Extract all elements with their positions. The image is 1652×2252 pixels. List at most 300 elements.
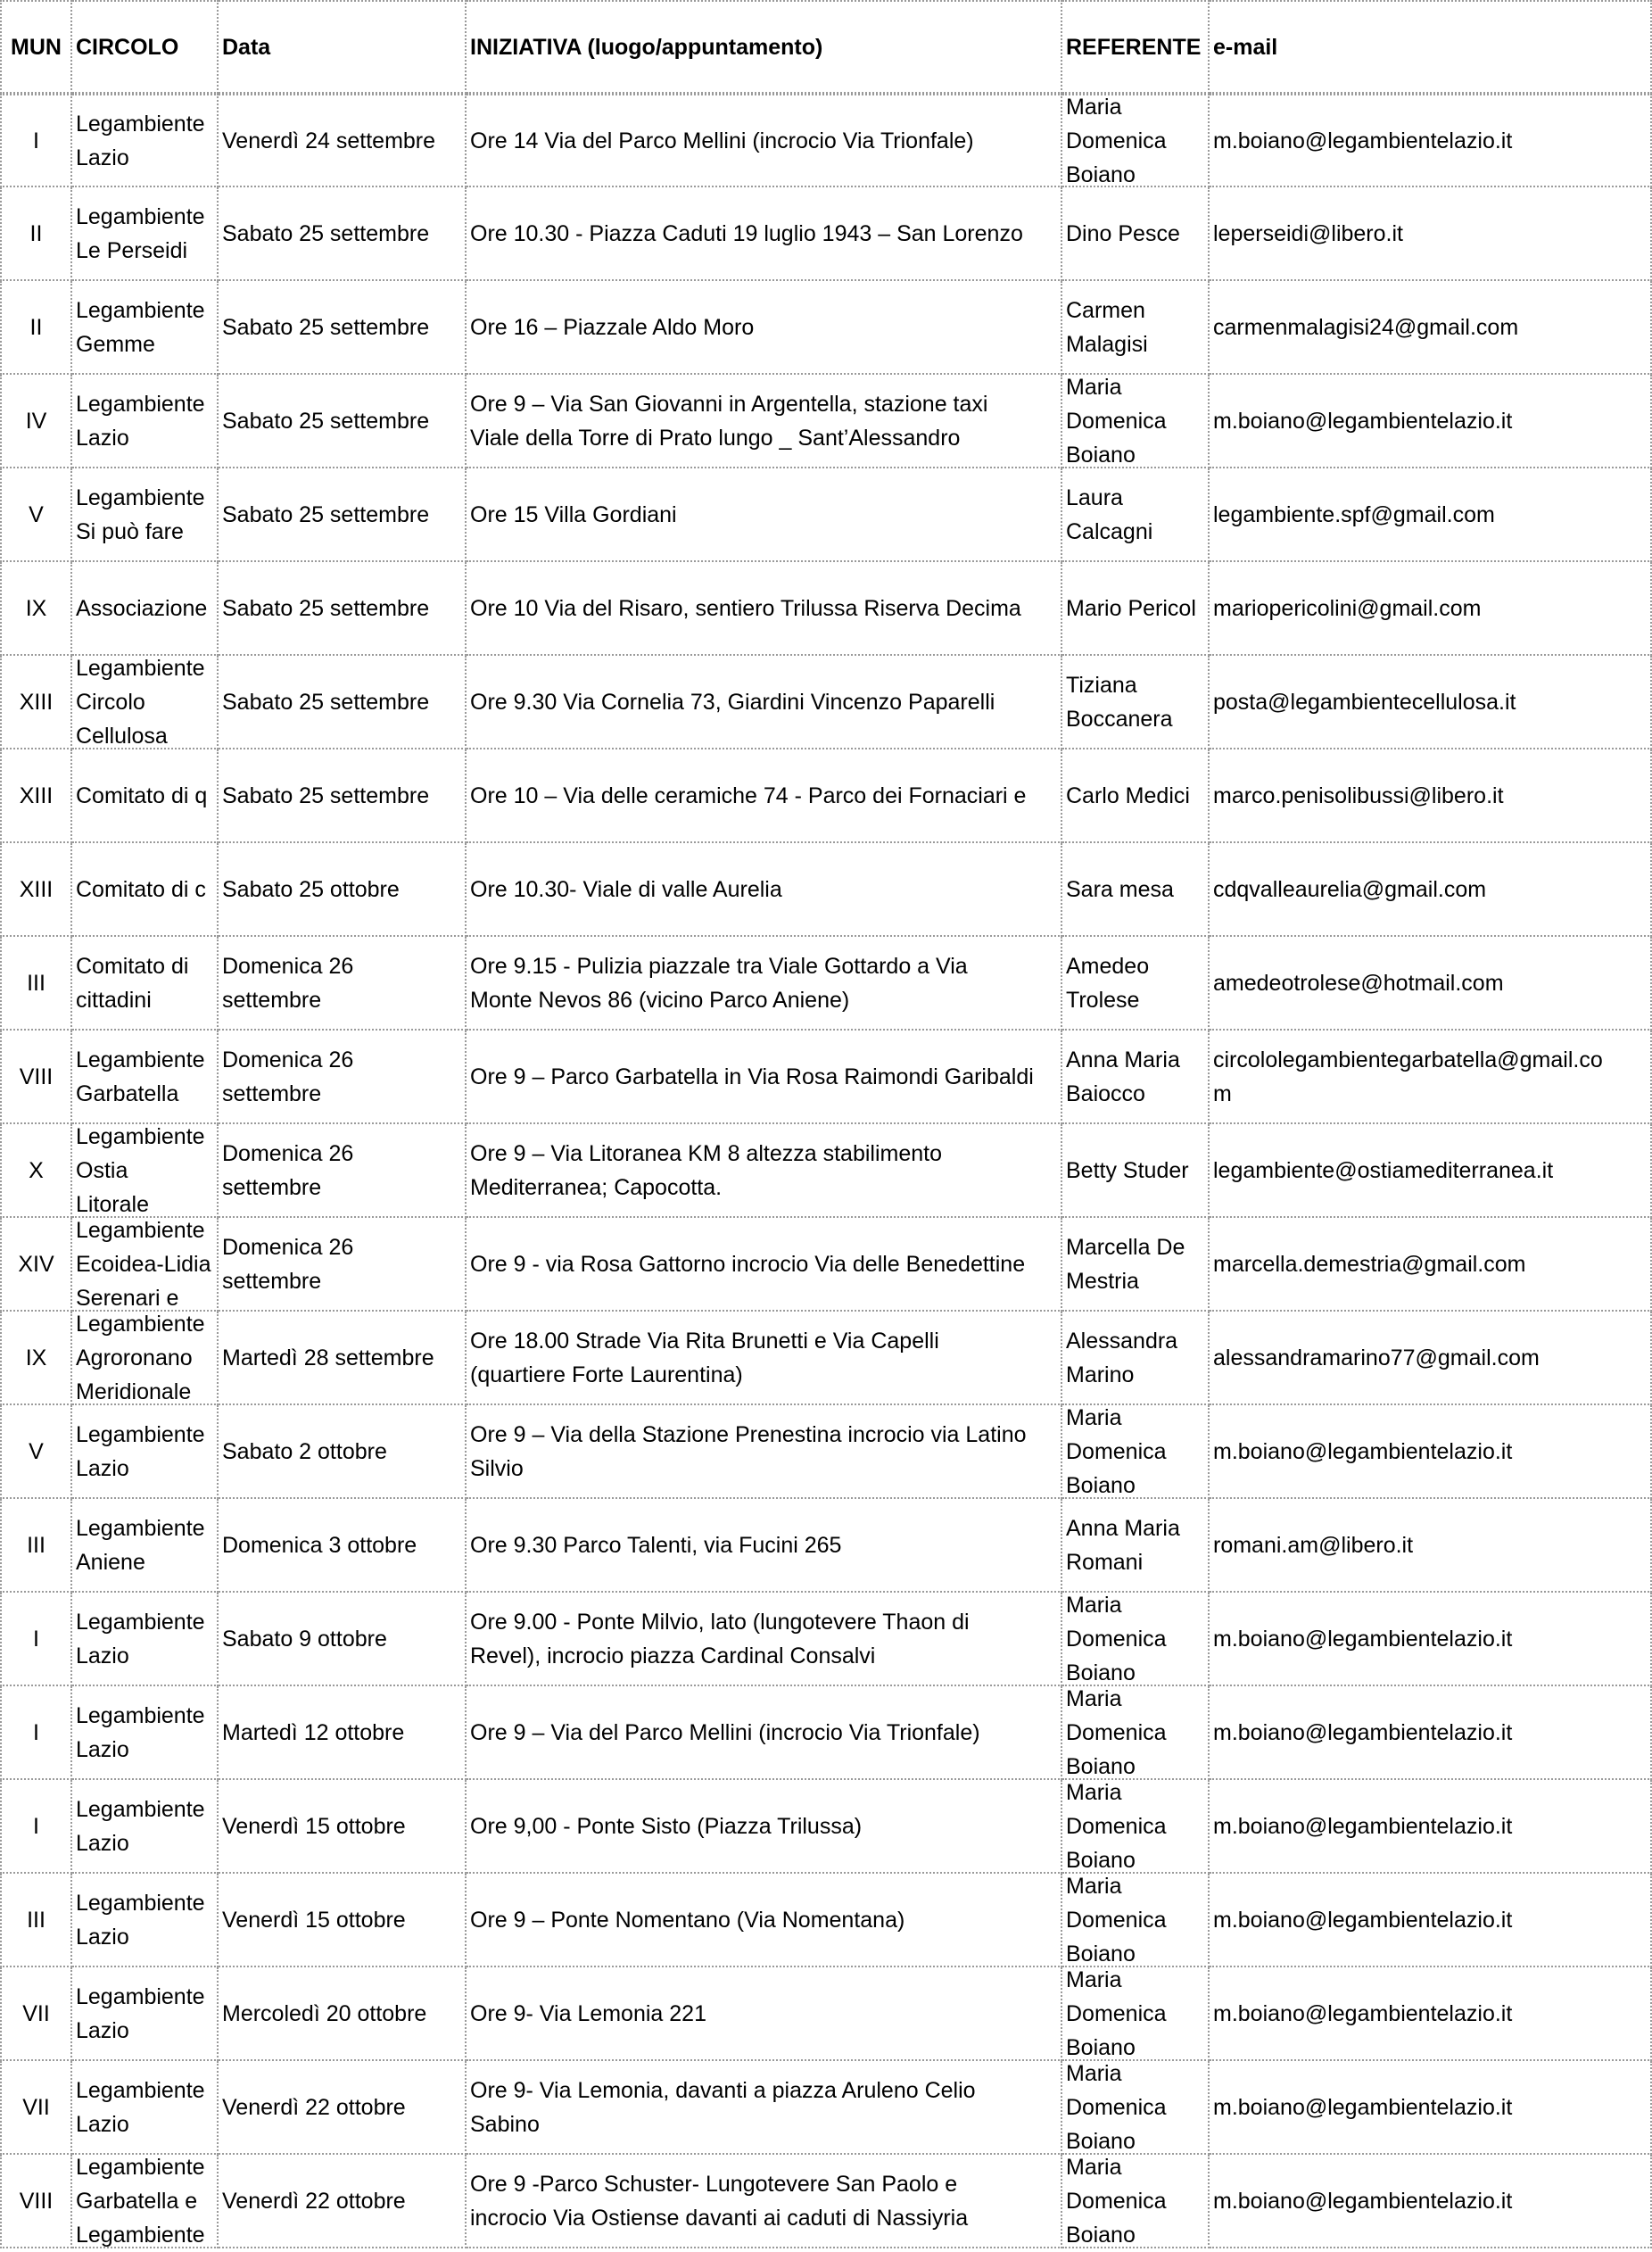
data-cell-text: Venerdì 22 ottobre (222, 2188, 406, 2214)
circolo-cell-text: Legambiente Lazio (76, 1609, 205, 1668)
table-row (0, 2061, 1652, 2155)
email-cell (1210, 843, 1652, 937)
data-cell-text: Domenica 26 settembre (222, 1234, 354, 1294)
data-cell (219, 1405, 467, 1499)
referente-cell-text: Laura Calcagni (1066, 484, 1153, 544)
email-cell-text: posta@legambientecellulosa.it (1213, 689, 1516, 715)
referente-cell-text: Sara mesa (1066, 876, 1174, 902)
data-cell (219, 749, 467, 843)
referente-cell-text: Maria Domenica Boiano (1066, 1593, 1167, 1685)
mun-cell (0, 1124, 72, 1218)
iniziativa-cell-text: Ore 9 -Parco Schuster- Lungotevere San Paolo e incrocio Via Ostiense davanti ai caduti di Nassiyria (470, 2171, 969, 2231)
referente-cell-text: Maria Domenica Boiano (1066, 2155, 1167, 2248)
circolo-cell (72, 2061, 219, 2155)
mun-cell (0, 1031, 72, 1124)
data-cell (219, 937, 467, 1031)
data-cell-text: Sabato 25 settembre (222, 689, 430, 715)
mun-cell-text: IX (25, 595, 47, 621)
circolo-cell-text: Legambiente Lazio (76, 2077, 205, 2137)
header-circolo-text: CIRCOLO (76, 34, 179, 60)
referente-cell (1062, 749, 1210, 843)
iniziativa-cell (467, 375, 1062, 468)
data-cell (219, 1499, 467, 1593)
data-cell-text: Sabato 25 settembre (222, 314, 430, 340)
circolo-cell-text: Comitato di c (76, 876, 206, 902)
iniziativa-cell-text: Ore 16 – Piazzale Aldo Moro (470, 314, 755, 340)
circolo-cell-text: Legambiente Agroronano Meridionale (76, 1312, 205, 1404)
email-cell (1210, 2155, 1652, 2248)
circolo-cell-text: Legambiente Si può fare (76, 484, 205, 544)
referente-cell (1062, 1031, 1210, 1124)
mun-cell-text: I (33, 1813, 39, 1839)
data-cell-text: Sabato 25 settembre (222, 220, 430, 246)
circolo-cell (72, 1780, 219, 1874)
iniziativa-cell (467, 281, 1062, 375)
circolo-cell-text: Comitato di cittadini (76, 953, 189, 1013)
data-cell-text: Sabato 25 settembre (222, 782, 430, 808)
circolo-cell (72, 187, 219, 281)
iniziativa-cell-text: Ore 9 – Via della Stazione Prenestina incrocio via Latino Silvio (470, 1421, 1027, 1481)
circolo-cell-text: Legambiente Garbatella (76, 1047, 205, 1106)
circolo-cell (72, 562, 219, 656)
iniziativa-cell (467, 1031, 1062, 1124)
circolo-cell (72, 1124, 219, 1218)
circolo-cell-text: Legambiente Lazio (76, 391, 205, 451)
table-row (0, 1780, 1652, 1874)
circolo-cell (72, 94, 219, 187)
email-cell-text: carmenmalagisi24@gmail.com (1213, 314, 1519, 340)
data-cell-text: Martedì 28 settembre (222, 1345, 434, 1370)
email-cell (1210, 1874, 1652, 1967)
mun-cell (0, 1967, 72, 2061)
header-mun (0, 0, 72, 94)
mun-cell (0, 937, 72, 1031)
mun-cell (0, 843, 72, 937)
circolo-cell-text: Legambiente Lazio (76, 1421, 205, 1481)
circolo-cell (72, 843, 219, 937)
circolo-cell-text: Legambiente Lazio (76, 111, 205, 170)
email-cell (1210, 94, 1652, 187)
data-cell-text: Venerdì 15 ottobre (222, 1813, 406, 1839)
circolo-cell (72, 937, 219, 1031)
referente-cell (1062, 1686, 1210, 1780)
email-cell (1210, 1780, 1652, 1874)
iniziativa-cell (467, 1405, 1062, 1499)
referente-cell (1062, 1874, 1210, 1967)
data-cell (219, 1593, 467, 1686)
circolo-cell-text: Legambiente Ostia Litorale (76, 1124, 205, 1217)
email-cell (1210, 1686, 1652, 1780)
data-cell (219, 1124, 467, 1218)
iniziativa-cell-text: Ore 9 – Ponte Nomentano (Via Nomentana) (470, 1907, 905, 1933)
email-cell (1210, 1499, 1652, 1593)
header-iniziativa-text: INIZIATIVA (luogo/appuntamento) (470, 34, 823, 60)
circolo-cell-text: Legambiente Garbatella e Legambiente (76, 2155, 205, 2248)
referente-cell (1062, 1593, 1210, 1686)
iniziativa-cell-text: Ore 9 – Via del Parco Mellini (incrocio Via Trionfale) (470, 1719, 980, 1745)
iniziativa-cell-text: Ore 18.00 Strade Via Rita Brunetti e Via Capelli (quartiere Forte Laurentina) (470, 1328, 939, 1387)
circolo-cell-text: Legambiente Aniene (76, 1515, 205, 1575)
circolo-cell-text: Legambiente Ecoidea-Lidia Serenari e (76, 1218, 211, 1311)
circolo-cell-text: Legambiente Gemme (76, 297, 205, 357)
iniziativa-cell-text: Ore 9 – Parco Garbatella in Via Rosa Raimondi Garibaldi (470, 1064, 1034, 1089)
email-cell-text: m.boiano@legambientelazio.it (1213, 128, 1513, 153)
iniziativa-cell-text: Ore 10.30 - Piazza Caduti 19 luglio 1943 – San Lorenzo (470, 220, 1023, 246)
circolo-cell-text: Legambiente Lazio (76, 1890, 205, 1950)
iniziativa-cell (467, 1124, 1062, 1218)
iniziativa-cell-text: Ore 9.15 - Pulizia piazzale tra Viale Gottardo a Via Monte Nevos 86 (vicino Parco Aniene) (470, 953, 968, 1013)
referente-cell-text: Tiziana Boccanera (1066, 672, 1173, 732)
mun-cell-text: I (33, 1719, 39, 1745)
iniziativa-cell (467, 1593, 1062, 1686)
circolo-cell (72, 281, 219, 375)
header-email (1210, 0, 1652, 94)
circolo-cell (72, 1967, 219, 2061)
circolo-cell-text: Legambiente Lazio (76, 1983, 205, 2043)
table-row (0, 937, 1652, 1031)
circolo-cell (72, 1031, 219, 1124)
circolo-cell-text: Legambiente Circolo Cellulosa (76, 656, 205, 749)
data-cell-text: Martedì 12 ottobre (222, 1719, 405, 1745)
iniziativa-cell (467, 1499, 1062, 1593)
referente-cell (1062, 468, 1210, 562)
mun-cell-text: XIV (18, 1251, 54, 1277)
mun-cell (0, 2061, 72, 2155)
iniziativa-cell-text: Ore 9 – Via Litoranea KM 8 altezza stabilimento Mediterranea; Capocotta. (470, 1140, 942, 1200)
circolo-cell (72, 468, 219, 562)
table-row (0, 1218, 1652, 1312)
email-cell (1210, 1405, 1652, 1499)
mun-cell-text: IV (25, 408, 47, 434)
email-cell-text: m.boiano@legambientelazio.it (1213, 1813, 1513, 1839)
table-row (0, 1967, 1652, 2061)
table-row (0, 281, 1652, 375)
referente-cell (1062, 1218, 1210, 1312)
email-cell-text: m.boiano@legambientelazio.it (1213, 1438, 1513, 1464)
table-row (0, 187, 1652, 281)
mun-cell-text: XIII (19, 689, 54, 715)
data-cell-text: Domenica 26 settembre (222, 953, 354, 1013)
data-cell-text: Domenica 3 ottobre (222, 1532, 417, 1558)
table-row (0, 1593, 1652, 1686)
table-row (0, 1312, 1652, 1405)
mun-cell (0, 749, 72, 843)
iniziativa-cell (467, 1780, 1062, 1874)
referente-cell-text: Maria Domenica Boiano (1066, 1874, 1167, 1966)
data-cell-text: Sabato 2 ottobre (222, 1438, 387, 1464)
table-row (0, 1499, 1652, 1593)
header-referente (1062, 0, 1210, 94)
email-cell (1210, 187, 1652, 281)
circolo-cell (72, 749, 219, 843)
mun-cell-text: VIII (19, 2188, 54, 2214)
email-cell (1210, 1593, 1652, 1686)
table-row (0, 375, 1652, 468)
iniziativa-cell-text: Ore 9,00 - Ponte Sisto (Piazza Trilussa) (470, 1813, 863, 1839)
header-data (219, 0, 467, 94)
circolo-cell (72, 1312, 219, 1405)
data-cell-text: Sabato 9 ottobre (222, 1626, 387, 1652)
header-iniziativa (467, 0, 1062, 94)
referente-cell-text: Alessandra Marino (1066, 1328, 1178, 1387)
referente-cell-text: Maria Domenica Boiano (1066, 375, 1167, 468)
table-row (0, 749, 1652, 843)
referente-cell-text: Maria Domenica Boiano (1066, 2061, 1167, 2154)
email-cell-text: marcella.demestria@gmail.com (1213, 1251, 1526, 1277)
circolo-cell-text: Legambiente Le Perseidi (76, 203, 205, 263)
iniziativa-cell-text: Ore 15 Villa Gordiani (470, 501, 677, 527)
iniziativa-cell (467, 187, 1062, 281)
data-cell-text: Sabato 25 settembre (222, 408, 430, 434)
table-row (0, 1031, 1652, 1124)
data-cell-text: Sabato 25 ottobre (222, 876, 400, 902)
iniziativa-cell-text: Ore 10 Via del Risaro, sentiero Trilussa Riserva Decima (470, 595, 1021, 621)
email-cell-text: circololegambientegarbatella@gmail.co m (1213, 1047, 1603, 1106)
mun-cell (0, 1780, 72, 1874)
referente-cell (1062, 937, 1210, 1031)
header-referente-text: REFERENTE (1066, 34, 1202, 60)
data-cell-text: Domenica 26 settembre (222, 1047, 354, 1106)
data-cell-text: Venerdì 24 settembre (222, 128, 436, 153)
table-row (0, 1686, 1652, 1780)
iniziativa-cell (467, 1967, 1062, 2061)
referente-cell-text: Maria Domenica Boiano (1066, 1405, 1167, 1498)
mun-cell (0, 1499, 72, 1593)
data-cell-text: Venerdì 15 ottobre (222, 1907, 406, 1933)
email-cell (1210, 1218, 1652, 1312)
referente-cell-text: Maria Domenica Boiano (1066, 1780, 1167, 1873)
iniziativa-cell-text: Ore 9- Via Lemonia, davanti a piazza Aruleno Celio Sabino (470, 2077, 976, 2137)
data-cell (219, 468, 467, 562)
iniziativa-cell (467, 2155, 1062, 2248)
data-cell-text: Sabato 25 settembre (222, 501, 430, 527)
email-cell-text: m.boiano@legambientelazio.it (1213, 1907, 1513, 1933)
mun-cell (0, 94, 72, 187)
data-cell-text: Sabato 25 settembre (222, 595, 430, 621)
data-cell (219, 1780, 467, 1874)
referente-cell-text: Marcella De Mestria (1066, 1234, 1185, 1294)
referente-cell (1062, 2061, 1210, 2155)
email-cell-text: legambiente@ostiamediterranea.it (1213, 1157, 1554, 1183)
mun-cell (0, 281, 72, 375)
mun-cell-text: II (29, 314, 43, 340)
iniziativa-cell-text: Ore 9.30 Parco Talenti, via Fucini 265 (470, 1532, 842, 1558)
table-row (0, 1874, 1652, 1967)
data-cell (219, 2061, 467, 2155)
mun-cell (0, 468, 72, 562)
mun-cell (0, 375, 72, 468)
email-cell-text: m.boiano@legambientelazio.it (1213, 408, 1513, 434)
email-cell (1210, 1967, 1652, 2061)
data-cell (219, 2155, 467, 2248)
data-cell (219, 1686, 467, 1780)
referente-cell (1062, 187, 1210, 281)
circolo-cell (72, 1405, 219, 1499)
referente-cell (1062, 1405, 1210, 1499)
iniziativa-cell-text: Ore 9 - via Rosa Gattorno incrocio Via delle Benedettine (470, 1251, 1026, 1277)
referente-cell-text: Amedeo Trolese (1066, 953, 1150, 1013)
email-cell (1210, 749, 1652, 843)
referente-cell-text: Mario Pericol (1066, 595, 1196, 621)
mun-cell (0, 2155, 72, 2248)
iniziativa-cell (467, 1312, 1062, 1405)
mun-cell (0, 1405, 72, 1499)
iniziativa-cell (467, 1686, 1062, 1780)
mun-cell-text: III (27, 1907, 45, 1933)
circolo-cell (72, 1686, 219, 1780)
mun-cell-text: I (33, 128, 39, 153)
table-row (0, 1124, 1652, 1218)
circolo-cell (72, 656, 219, 749)
email-cell-text: cdqvalleaurelia@gmail.com (1213, 876, 1487, 902)
mun-cell (0, 562, 72, 656)
data-cell (219, 843, 467, 937)
mun-cell (0, 1874, 72, 1967)
email-cell (1210, 375, 1652, 468)
iniziativa-cell (467, 656, 1062, 749)
referente-cell (1062, 281, 1210, 375)
data-cell-text: Domenica 26 settembre (222, 1140, 354, 1200)
mun-cell-text: III (27, 970, 45, 996)
referente-cell-text: Anna Maria Romani (1066, 1515, 1180, 1575)
iniziativa-cell (467, 468, 1062, 562)
data-cell (219, 1874, 467, 1967)
table-row (0, 562, 1652, 656)
iniziativa-cell-text: Ore 9- Via Lemonia 221 (470, 2000, 706, 2026)
email-cell-text: m.boiano@legambientelazio.it (1213, 2000, 1513, 2026)
iniziativa-cell-text: Ore 10.30- Viale di valle Aurelia (470, 876, 782, 902)
referente-cell-text: Carmen Malagisi (1066, 297, 1148, 357)
email-cell-text: m.boiano@legambientelazio.it (1213, 1719, 1513, 1745)
referente-cell (1062, 843, 1210, 937)
mun-cell-text: II (29, 220, 43, 246)
email-cell-text: alessandramarino77@gmail.com (1213, 1345, 1540, 1370)
email-cell (1210, 1124, 1652, 1218)
data-cell (219, 1312, 467, 1405)
data-cell (219, 1967, 467, 2061)
header-mun-text: MUN (11, 34, 62, 60)
iniziativa-cell (467, 1874, 1062, 1967)
table-row (0, 656, 1652, 749)
circolo-cell-text: Associazione (76, 595, 208, 621)
email-cell-text: amedeotrolese@hotmail.com (1213, 970, 1504, 996)
mun-cell-text: V (29, 501, 44, 527)
iniziativa-cell (467, 749, 1062, 843)
iniziativa-cell-text: Ore 9.00 - Ponte Milvio, lato (lungotevere Thaon di Revel), incrocio piazza Cardinal Consalvi (470, 1609, 970, 1668)
table-row (0, 94, 1652, 187)
data-cell (219, 94, 467, 187)
table-row (0, 468, 1652, 562)
referente-cell (1062, 1499, 1210, 1593)
table-row (0, 2155, 1652, 2248)
mun-cell (0, 1686, 72, 1780)
mun-cell-text: XIII (19, 782, 54, 808)
referente-cell (1062, 1780, 1210, 1874)
referente-cell (1062, 94, 1210, 187)
iniziativa-cell-text: Ore 9 – Via San Giovanni in Argentella, stazione taxi Viale della Torre di Prato lungo _ Sant’Alessandro (470, 391, 988, 451)
mun-cell-text: I (33, 1626, 39, 1652)
iniziativa-cell (467, 1218, 1062, 1312)
iniziativa-cell-text: Ore 9.30 Via Cornelia 73, Giardini Vincenzo Paparelli (470, 689, 995, 715)
referente-cell (1062, 1312, 1210, 1405)
header-email-text: e-mail (1213, 34, 1278, 60)
mun-cell (0, 1593, 72, 1686)
email-cell-text: leperseidi@libero.it (1213, 220, 1403, 246)
mun-cell-text: IX (25, 1345, 47, 1370)
data-cell (219, 1218, 467, 1312)
email-cell (1210, 1031, 1652, 1124)
circolo-cell (72, 2155, 219, 2248)
email-cell (1210, 2061, 1652, 2155)
circolo-cell-text: Legambiente Lazio (76, 1702, 205, 1762)
circolo-cell (72, 1218, 219, 1312)
email-cell-text: m.boiano@legambientelazio.it (1213, 2094, 1513, 2120)
referente-cell-text: Maria Domenica Boiano (1066, 1967, 1167, 2060)
email-cell (1210, 656, 1652, 749)
data-cell (219, 375, 467, 468)
email-cell (1210, 281, 1652, 375)
mun-cell-text: VII (22, 2000, 50, 2026)
mun-cell (0, 1312, 72, 1405)
referente-cell (1062, 1124, 1210, 1218)
mun-cell (0, 1218, 72, 1312)
data-cell-text: Venerdì 22 ottobre (222, 2094, 406, 2120)
iniziativa-cell (467, 843, 1062, 937)
iniziativa-cell (467, 562, 1062, 656)
email-cell (1210, 468, 1652, 562)
mun-cell-text: XIII (19, 876, 54, 902)
circolo-cell (72, 1499, 219, 1593)
referente-cell (1062, 656, 1210, 749)
data-cell (219, 1031, 467, 1124)
data-cell (219, 281, 467, 375)
email-cell (1210, 937, 1652, 1031)
table-header-row (0, 0, 1652, 94)
email-cell-text: marco.penisolibussi@libero.it (1213, 782, 1504, 808)
referente-cell-text: Anna Maria Baiocco (1066, 1047, 1180, 1106)
referente-cell-text: Carlo Medici (1066, 782, 1190, 808)
circolo-cell (72, 375, 219, 468)
iniziativa-cell-text: Ore 14 Via del Parco Mellini (incrocio Via Trionfale) (470, 128, 974, 153)
circolo-cell (72, 1593, 219, 1686)
email-cell (1210, 562, 1652, 656)
data-cell-text: Mercoledì 20 ottobre (222, 2000, 427, 2026)
mun-cell-text: III (27, 1532, 45, 1558)
referente-cell-text: Betty Studer (1066, 1157, 1189, 1183)
iniziativa-cell-text: Ore 10 – Via delle ceramiche 74 - Parco dei Fornaciari e (470, 782, 1027, 808)
referente-cell (1062, 1967, 1210, 2061)
data-cell (219, 656, 467, 749)
email-cell-text: mariopericolini@gmail.com (1213, 595, 1482, 621)
header-data-text: Data (222, 34, 271, 60)
mun-cell (0, 656, 72, 749)
mun-cell-text: VII (22, 2094, 50, 2120)
circolo-cell-text: Legambiente Lazio (76, 1796, 205, 1856)
mun-cell-text: X (29, 1157, 44, 1183)
header-circolo (72, 0, 219, 94)
referente-cell (1062, 375, 1210, 468)
mun-cell-text: V (29, 1438, 44, 1464)
referente-cell (1062, 562, 1210, 656)
email-cell-text: m.boiano@legambientelazio.it (1213, 2188, 1513, 2214)
table-row (0, 843, 1652, 937)
referente-cell-text: Dino Pesce (1066, 220, 1180, 246)
email-cell-text: romani.am@libero.it (1213, 1532, 1414, 1558)
referente-cell (1062, 2155, 1210, 2248)
circolo-cell-text: Comitato di q (76, 782, 208, 808)
data-cell (219, 187, 467, 281)
table-row (0, 1405, 1652, 1499)
